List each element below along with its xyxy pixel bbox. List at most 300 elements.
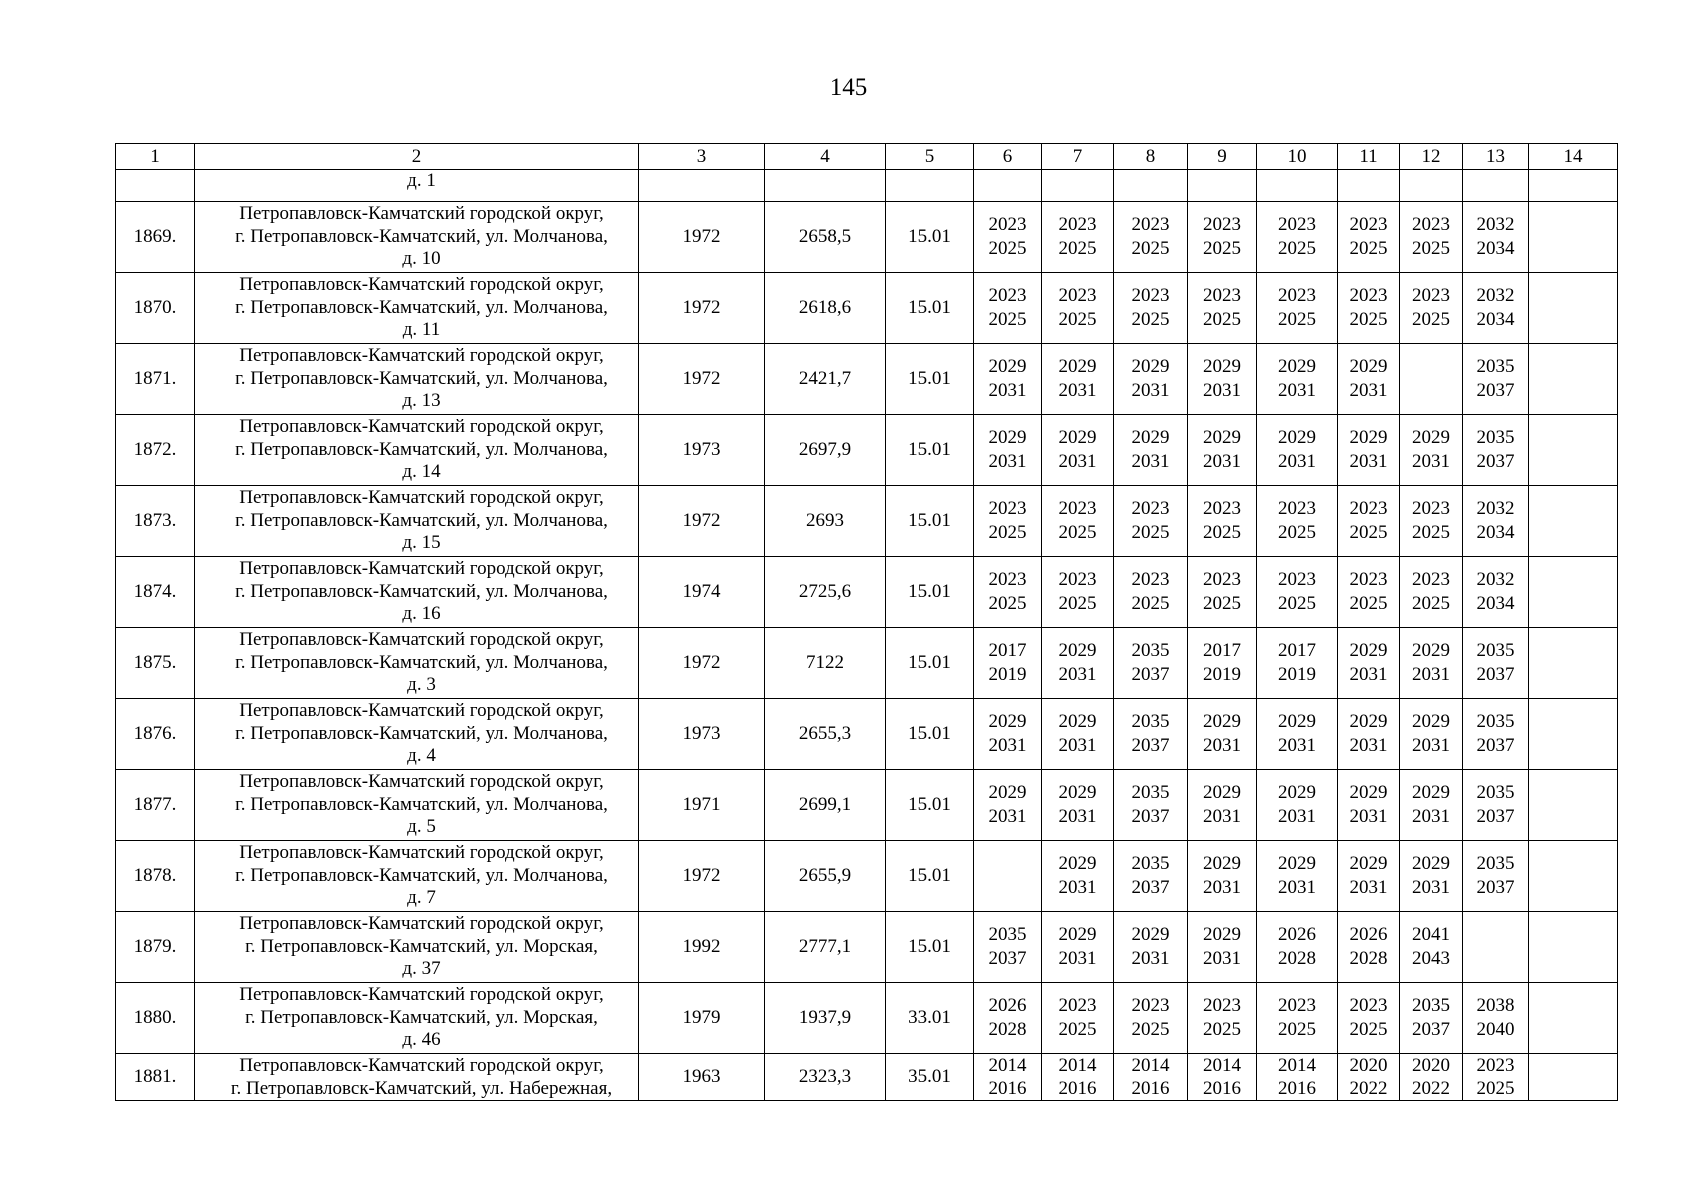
year-start: 2023: [1131, 285, 1170, 306]
year-end: 2031: [988, 451, 1027, 472]
address-line: Петропавловск-Камчатский городской округ,: [239, 700, 604, 722]
cell-col-12: [1400, 170, 1463, 202]
column-number-header: [116, 144, 1618, 170]
year-end: 2025: [1412, 593, 1450, 614]
cell-col-9: [1188, 170, 1257, 202]
cell-col-10: [1257, 770, 1338, 841]
year-end: 2025: [1131, 593, 1170, 614]
year-end: 2034: [1476, 522, 1515, 543]
cell-area: 2725,6: [765, 557, 886, 628]
year-start: 2023: [1131, 214, 1170, 235]
year-start: 2023: [1349, 569, 1388, 590]
year-start: 2029: [1412, 782, 1450, 803]
cell-year: 1972: [639, 841, 765, 912]
cell-code: 15.01: [886, 699, 974, 770]
cell-col-8: [1114, 699, 1188, 770]
year-end: 2031: [1058, 380, 1097, 401]
cell-num: [116, 170, 195, 202]
cell-year: 1972: [639, 344, 765, 415]
year-end: 2031: [1131, 451, 1170, 472]
table-row: [116, 699, 1618, 770]
year-end: 2031: [1131, 948, 1170, 969]
cell-col-9: [1188, 770, 1257, 841]
cell-area: 2658,5: [765, 202, 886, 273]
year-start: 2029: [1349, 640, 1388, 661]
cell-address: [195, 912, 639, 983]
year-start: 2023: [988, 498, 1027, 519]
cell-col-8: [1114, 486, 1188, 557]
cell-col-11: [1338, 273, 1400, 344]
year-start: 2014: [1131, 1055, 1170, 1076]
cell-code: 15.01: [886, 912, 974, 983]
table-row: [116, 557, 1618, 628]
cell-col-6: [974, 912, 1042, 983]
address-line: г. Петропавловск-Камчатский, ул. Молчанова,: [235, 225, 608, 247]
cell-col-10: [1257, 273, 1338, 344]
cell-col-13: [1463, 557, 1529, 628]
year-start: 2029: [1058, 711, 1097, 732]
year-end: 2025: [1203, 593, 1241, 614]
year-start: 2029: [1131, 356, 1170, 377]
cell-year: 1972: [639, 486, 765, 557]
year-start: 2023: [1278, 569, 1316, 590]
year-start: 2035: [1476, 782, 1515, 803]
year-end: 2031: [1349, 380, 1388, 401]
year-end: 2037: [1476, 451, 1515, 472]
year-end: 2025: [1058, 593, 1097, 614]
year-start: 2017: [988, 640, 1027, 661]
year-start: 2023: [1203, 995, 1241, 1016]
year-start: 2014: [1058, 1055, 1097, 1076]
address-line: г. Петропавловск-Камчатский, ул. Набережная,: [230, 1078, 613, 1099]
year-end: 2031: [1058, 806, 1097, 827]
cell-col-13: [1463, 344, 1529, 415]
cell-address: [195, 699, 639, 770]
table-row: [116, 628, 1618, 699]
cell-col-9: [1188, 1054, 1257, 1101]
cell-col-7: [1042, 628, 1114, 699]
year-end: 2025: [1278, 309, 1316, 330]
year-end: 2025: [1203, 1019, 1241, 1040]
address-line: г. Петропавловск-Камчатский, ул. Молчанова,: [235, 438, 608, 460]
cell-col-12: [1400, 344, 1463, 415]
year-end: 2025: [1131, 309, 1170, 330]
year-end: 2025: [1278, 593, 1316, 614]
year-start: 2023: [1412, 498, 1450, 519]
cell-col-9: [1188, 486, 1257, 557]
year-end: 2025: [988, 238, 1027, 259]
year-end: 2019: [1203, 664, 1241, 685]
cell-col-6: [974, 983, 1042, 1054]
cell-code: 15.01: [886, 628, 974, 699]
year-start: 2035: [1131, 640, 1170, 661]
year-start: 2014: [1278, 1055, 1316, 1076]
cell-col-9: [1188, 628, 1257, 699]
year-end: 2025: [1412, 309, 1450, 330]
year-start: 2029: [1412, 640, 1450, 661]
cell-year: 1973: [639, 699, 765, 770]
cell-code: 15.01: [886, 273, 974, 344]
address-line: г. Петропавловск-Камчатский, ул. Морская,: [245, 1006, 598, 1028]
year-start: 2023: [1058, 995, 1097, 1016]
year-start: 2023: [1349, 214, 1388, 235]
year-end: 2037: [1412, 1019, 1450, 1040]
header-col-14: 14: [1529, 144, 1618, 170]
year-start: 2029: [1278, 356, 1316, 377]
year-end: 2031: [988, 380, 1027, 401]
year-start: 2029: [1058, 782, 1097, 803]
address-line: г. Петропавловск-Камчатский, ул. Молчанова,: [235, 367, 608, 389]
cell-col-6: [974, 170, 1042, 202]
year-end: 2034: [1476, 593, 1515, 614]
year-start: 2029: [1058, 640, 1097, 661]
cell-col-7: [1042, 983, 1114, 1054]
cell-col-11: [1338, 841, 1400, 912]
cell-col-14: [1529, 273, 1618, 344]
year-end: 2031: [1278, 451, 1316, 472]
housing-registry-table: [115, 143, 1618, 1101]
year-end: 2028: [1349, 948, 1388, 969]
cell-col-12: [1400, 841, 1463, 912]
year-start: 2029: [1058, 853, 1097, 874]
address-line: Петропавловск-Камчатский городской округ,: [239, 487, 604, 509]
year-end: 2022: [1349, 1078, 1388, 1099]
year-end: 2028: [988, 1019, 1027, 1040]
cell-num: 1878.: [116, 841, 195, 912]
year-start: 2035: [1476, 356, 1515, 377]
year-end: 2025: [1058, 309, 1097, 330]
address-line: д. 5: [407, 816, 436, 838]
year-end: 2025: [1278, 238, 1316, 259]
cell-col-9: [1188, 273, 1257, 344]
table-row: [116, 841, 1618, 912]
year-start: 2029: [1058, 427, 1097, 448]
cell-area: 7122: [765, 628, 886, 699]
cell-col-10: [1257, 344, 1338, 415]
year-end: 2025: [1349, 238, 1388, 259]
header-col-12: 12: [1400, 144, 1463, 170]
year-start: 2029: [1278, 782, 1316, 803]
address-line: Петропавловск-Камчатский городской округ,: [239, 203, 604, 225]
cell-address: [195, 770, 639, 841]
cell-col-14: [1529, 344, 1618, 415]
year-end: 2037: [1476, 877, 1515, 898]
year-end: 2037: [1476, 806, 1515, 827]
cell-num: 1879.: [116, 912, 195, 983]
table-row: [116, 202, 1618, 273]
year-end: 2025: [988, 593, 1027, 614]
cell-col-7: [1042, 699, 1114, 770]
year-end: 2016: [1278, 1078, 1316, 1099]
year-start: 2023: [1349, 995, 1388, 1016]
cell-col-13: [1463, 628, 1529, 699]
year-start: 2029: [1412, 853, 1450, 874]
year-end: 2034: [1476, 309, 1515, 330]
year-start: 2032: [1476, 569, 1515, 590]
address-line: г. Петропавловск-Камчатский, ул. Молчанова,: [235, 580, 608, 602]
cell-col-14: [1529, 486, 1618, 557]
cell-col-6: [974, 1054, 1042, 1101]
year-start: 2023: [1203, 214, 1241, 235]
year-start: 2029: [1131, 427, 1170, 448]
header-col-11: 11: [1338, 144, 1400, 170]
year-end: 2025: [1203, 309, 1241, 330]
year-end: 2037: [1476, 664, 1515, 685]
cell-col-7: [1042, 344, 1114, 415]
cell-area: 2697,9: [765, 415, 886, 486]
cell-area: 1937,9: [765, 983, 886, 1054]
cell-col-11: [1338, 557, 1400, 628]
cell-col-9: [1188, 202, 1257, 273]
year-end: 2025: [1349, 1019, 1388, 1040]
cell-col-9: [1188, 699, 1257, 770]
year-start: 2035: [988, 924, 1027, 945]
cell-code: 15.01: [886, 415, 974, 486]
cell-col-13: [1463, 983, 1529, 1054]
year-end: 2025: [1412, 522, 1450, 543]
year-start: 2041: [1412, 924, 1450, 945]
cell-col-14: [1529, 628, 1618, 699]
year-end: 2031: [1131, 380, 1170, 401]
cell-col-14: [1529, 912, 1618, 983]
cell-code: 15.01: [886, 202, 974, 273]
year-start: 2023: [1278, 214, 1316, 235]
header-col-1: 1: [116, 144, 195, 170]
header-col-7: 7: [1042, 144, 1114, 170]
year-end: 2037: [988, 948, 1027, 969]
year-start: 2032: [1476, 498, 1515, 519]
year-start: 2029: [1349, 782, 1388, 803]
address-line: д. 11: [402, 319, 441, 341]
year-end: 2022: [1412, 1078, 1450, 1099]
year-start: 2023: [1412, 214, 1450, 235]
cell-col-11: [1338, 983, 1400, 1054]
cell-col-13: [1463, 1054, 1529, 1101]
table-row: [116, 770, 1618, 841]
cell-col-6: [974, 273, 1042, 344]
cell-year: 1972: [639, 273, 765, 344]
address-line: д. 14: [402, 461, 441, 483]
cell-year: 1972: [639, 202, 765, 273]
header-col-9: 9: [1188, 144, 1257, 170]
address-line: Петропавловск-Камчатский городской округ,: [239, 629, 604, 651]
cell-code: 33.01: [886, 983, 974, 1054]
cell-address: [195, 628, 639, 699]
year-end: 2031: [988, 806, 1027, 827]
address-line: Петропавловск-Камчатский городской округ,: [239, 274, 604, 296]
cell-col-6: [974, 202, 1042, 273]
cell-col-14: [1529, 202, 1618, 273]
year-end: 2025: [1203, 522, 1241, 543]
cell-num: 1881.: [116, 1054, 195, 1101]
year-start: 2032: [1476, 214, 1515, 235]
year-start: 2023: [1349, 498, 1388, 519]
year-start: 2023: [1058, 214, 1097, 235]
cell-code: 15.01: [886, 770, 974, 841]
table-row: [116, 415, 1618, 486]
year-start: 2023: [1278, 498, 1316, 519]
year-end: 2031: [1278, 877, 1316, 898]
year-end: 2025: [1058, 522, 1097, 543]
table-row: [116, 1054, 1618, 1101]
year-start: 2029: [1058, 924, 1097, 945]
year-end: 2034: [1476, 238, 1515, 259]
year-start: 2023: [1278, 285, 1316, 306]
cell-col-6: [974, 486, 1042, 557]
table-body: [116, 170, 1618, 1101]
address-line: Петропавловск-Камчатский городской округ,: [239, 558, 604, 580]
year-end: 2016: [988, 1078, 1027, 1099]
year-start: 2029: [1349, 853, 1388, 874]
year-end: 2031: [1203, 380, 1241, 401]
cell-col-10: [1257, 1054, 1338, 1101]
table-row: [116, 912, 1618, 983]
year-start: 2014: [988, 1055, 1027, 1076]
year-end: 2031: [1203, 735, 1241, 756]
cell-area: 2618,6: [765, 273, 886, 344]
year-start: 2029: [1203, 711, 1241, 732]
cell-col-8: [1114, 1054, 1188, 1101]
header-col-4: 4: [765, 144, 886, 170]
cell-code: 15.01: [886, 557, 974, 628]
cell-col-11: [1338, 628, 1400, 699]
year-end: 2025: [1278, 1019, 1316, 1040]
cell-col-13: [1463, 486, 1529, 557]
cell-code: [886, 170, 974, 202]
year-start: 2035: [1131, 711, 1170, 732]
address-line: Петропавловск-Камчатский городской округ,: [239, 842, 604, 864]
cell-col-13: [1463, 699, 1529, 770]
cell-col-11: [1338, 170, 1400, 202]
year-start: 2023: [1203, 498, 1241, 519]
year-end: 2031: [1058, 664, 1097, 685]
year-start: 2035: [1476, 853, 1515, 874]
cell-col-10: [1257, 486, 1338, 557]
year-start: 2029: [1278, 853, 1316, 874]
cell-year: 1979: [639, 983, 765, 1054]
address-line: Петропавловск-Камчатский городской округ,: [239, 1055, 604, 1076]
year-end: 2031: [1058, 877, 1097, 898]
year-start: 2035: [1476, 711, 1515, 732]
cell-col-8: [1114, 770, 1188, 841]
cell-col-8: [1114, 557, 1188, 628]
cell-col-7: [1042, 557, 1114, 628]
year-end: 2031: [1058, 451, 1097, 472]
year-start: 2026: [1349, 924, 1388, 945]
cell-area: 2323,3: [765, 1054, 886, 1101]
cell-col-12: [1400, 202, 1463, 273]
year-start: 2029: [988, 711, 1027, 732]
cell-col-10: [1257, 699, 1338, 770]
cell-num: 1875.: [116, 628, 195, 699]
year-end: 2031: [1278, 735, 1316, 756]
year-end: 2031: [1412, 451, 1450, 472]
year-end: 2031: [1412, 735, 1450, 756]
cell-col-8: [1114, 344, 1188, 415]
year-start: 2023: [1131, 995, 1170, 1016]
table-row: [116, 344, 1618, 415]
cell-address: [195, 841, 639, 912]
cell-col-12: [1400, 628, 1463, 699]
year-start: 2020: [1412, 1055, 1450, 1076]
cell-col-6: [974, 841, 1042, 912]
cell-num: 1880.: [116, 983, 195, 1054]
year-end: 2025: [988, 309, 1027, 330]
year-end: 2037: [1131, 877, 1170, 898]
cell-address: [195, 344, 639, 415]
year-start: 2026: [988, 995, 1027, 1016]
cell-col-12: [1400, 912, 1463, 983]
table-row: [116, 486, 1618, 557]
year-start: 2029: [1203, 853, 1241, 874]
year-end: 2031: [1278, 806, 1316, 827]
cell-col-8: [1114, 170, 1188, 202]
header-col-13: 13: [1463, 144, 1529, 170]
cell-area: [765, 170, 886, 202]
cell-col-10: [1257, 415, 1338, 486]
year-end: 2025: [1349, 522, 1388, 543]
cell-col-8: [1114, 415, 1188, 486]
year-end: 2031: [1203, 948, 1241, 969]
cell-col-12: [1400, 770, 1463, 841]
year-start: 2029: [1203, 924, 1241, 945]
cell-col-10: [1257, 170, 1338, 202]
address-line: д. 7: [407, 887, 436, 909]
cell-col-12: [1400, 699, 1463, 770]
year-start: 2023: [1131, 498, 1170, 519]
year-end: 2025: [1131, 522, 1170, 543]
cell-col-8: [1114, 202, 1188, 273]
cell-col-8: [1114, 273, 1188, 344]
table-row: [116, 983, 1618, 1054]
cell-col-13: [1463, 912, 1529, 983]
cell-col-11: [1338, 1054, 1400, 1101]
cell-num: 1873.: [116, 486, 195, 557]
year-end: 2025: [1278, 522, 1316, 543]
year-start: 2026: [1278, 924, 1316, 945]
year-end: 2025: [1131, 1019, 1170, 1040]
cell-col-12: [1400, 273, 1463, 344]
year-start: 2029: [1349, 711, 1388, 732]
cell-year: 1963: [639, 1054, 765, 1101]
year-start: 2023: [1058, 569, 1097, 590]
cell-address: д. 1: [195, 170, 639, 202]
address-line: г. Петропавловск-Камчатский, ул. Молчанова,: [235, 651, 608, 673]
cell-col-10: [1257, 557, 1338, 628]
page-number: 145: [829, 74, 868, 101]
year-end: 2031: [1412, 664, 1450, 685]
address-line: д. 37: [402, 958, 441, 980]
address-line: Петропавловск-Камчатский городской округ,: [239, 984, 604, 1006]
address-line: г. Петропавловск-Камчатский, ул. Молчанова,: [235, 296, 608, 318]
cell-num: 1870.: [116, 273, 195, 344]
address-line: д. 16: [402, 603, 441, 625]
cell-area: 2699,1: [765, 770, 886, 841]
cell-area: 2421,7: [765, 344, 886, 415]
cell-col-7: [1042, 415, 1114, 486]
year-end: 2025: [1203, 238, 1241, 259]
year-start: 2017: [1278, 640, 1316, 661]
year-end: 2025: [1349, 593, 1388, 614]
year-end: 2031: [988, 735, 1027, 756]
address-line: д. 3: [407, 674, 436, 696]
cell-col-10: [1257, 841, 1338, 912]
cell-col-8: [1114, 841, 1188, 912]
year-start: 2029: [1278, 427, 1316, 448]
cell-address: [195, 486, 639, 557]
cell-col-13: [1463, 170, 1529, 202]
cell-col-12: [1400, 415, 1463, 486]
